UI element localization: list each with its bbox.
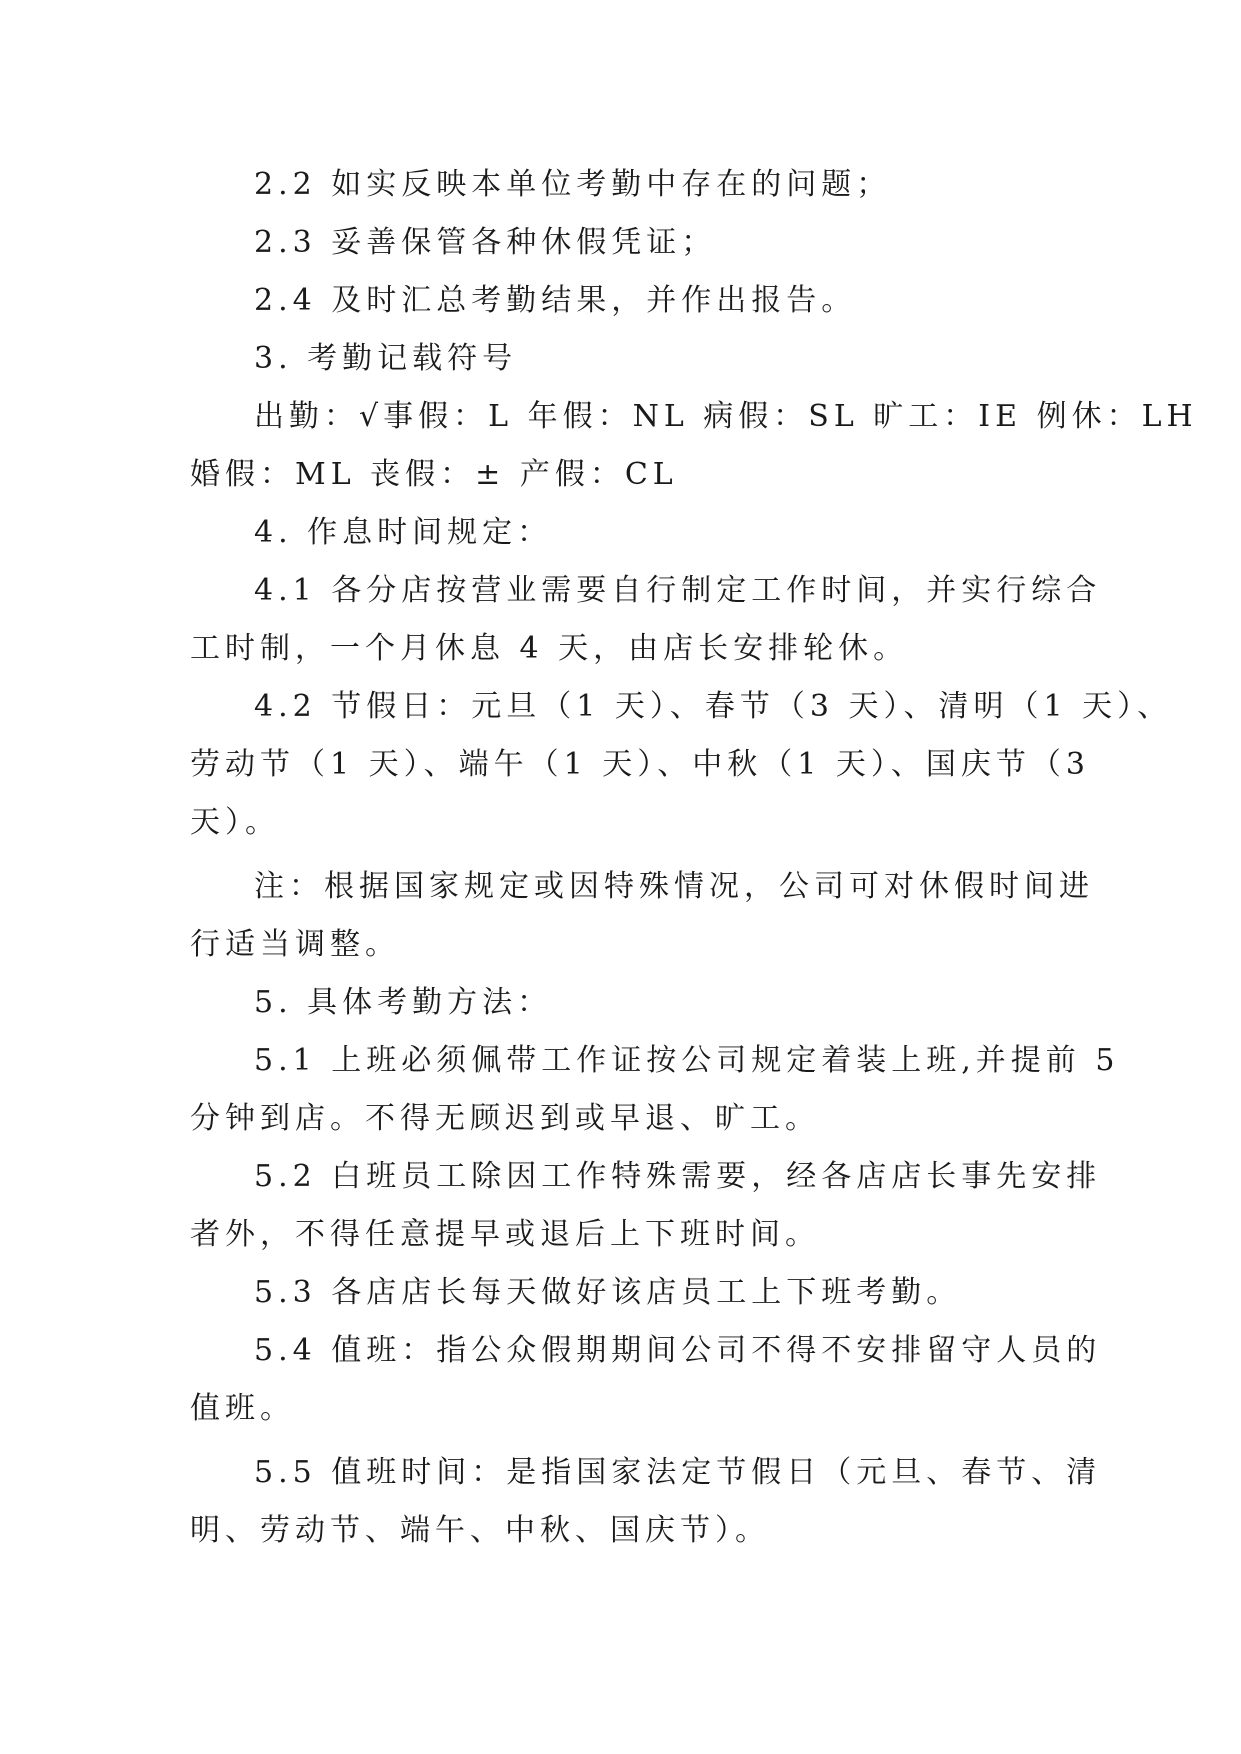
text-line: 注：根据国家规定或因特殊情况，公司可对休假时间进 [254, 869, 1094, 904]
text-line: 3. 考勤记载符号 [254, 341, 518, 376]
text-line: 2.3 妥善保管各种休假凭证； [254, 225, 717, 260]
text-line: 5.5 值班时间：是指国家法定节假日（元旦、春节、清 [254, 1455, 1102, 1490]
paragraph-2-2 [190, 156, 1075, 214]
text-line: 2.4 及时汇总考勤结果，并作出报告。 [254, 283, 857, 318]
paragraph-5-2 [190, 1148, 1102, 1264]
paragraph-5-4 [190, 1322, 1102, 1438]
text-line: 5.4 值班：指公众假期期间公司不得不安排留守人员的 [254, 1333, 1102, 1368]
text-line: 2.2 如实反映本单位考勤中存在的问题； [254, 167, 892, 202]
section-heading-4 [190, 504, 1075, 562]
text-line: 婚假：ML 丧假：± 产假：CL [190, 457, 678, 492]
text-line: 出勤：√事假：L 年假：NL 病假：SL 旷工：IE 例休：LH [254, 399, 1198, 434]
text-line: 天）。 [190, 805, 280, 840]
text-line: 5.2 白班员工除因工作特殊需要，经各店店长事先安排 [254, 1159, 1102, 1194]
text-line: 劳动节（1 天）、端午（1 天）、中秋（1 天）、国庆节（3 [190, 747, 1090, 782]
section-heading-3 [190, 330, 1075, 388]
text-line: 5.1 上班必须佩带工作证按公司规定着装上班,并提前 5 [254, 1043, 1120, 1078]
text-line: 者外，不得任意提早或退后上下班时间。 [190, 1217, 820, 1252]
paragraph-2-3 [190, 214, 1075, 272]
paragraph-note [190, 858, 1094, 974]
text-line: 明、劳动节、端午、中秋、国庆节）。 [190, 1513, 770, 1548]
text-line: 值班。 [190, 1391, 295, 1426]
text-line: 5. 具体考勤方法： [254, 985, 553, 1020]
paragraph-4-2 [190, 678, 1173, 852]
paragraph-attendance-symbols [190, 388, 1198, 504]
paragraph-5-5 [190, 1444, 1102, 1560]
document-body [190, 156, 1198, 1560]
text-line: 5.3 各店店长每天做好该店员工上下班考勤。 [254, 1275, 962, 1310]
paragraph-5-1 [190, 1032, 1120, 1148]
paragraph-2-4 [190, 272, 1075, 330]
text-line: 工时制，一个月休息 4 天，由店长安排轮休。 [190, 631, 909, 666]
text-line: 分钟到店。不得无顾迟到或早退、旷工。 [190, 1101, 820, 1136]
section-heading-5 [190, 974, 1075, 1032]
text-line: 4.2 节假日：元旦（1 天）、春节（3 天）、清明（1 天）、 [254, 689, 1173, 724]
text-line: 4.1 各分店按营业需要自行制定工作时间，并实行综合 [254, 573, 1102, 608]
paragraph-4-1 [190, 562, 1102, 678]
text-line: 行适当调整。 [190, 927, 400, 962]
text-line: 4. 作息时间规定： [254, 515, 553, 550]
paragraph-5-3 [190, 1264, 1075, 1322]
